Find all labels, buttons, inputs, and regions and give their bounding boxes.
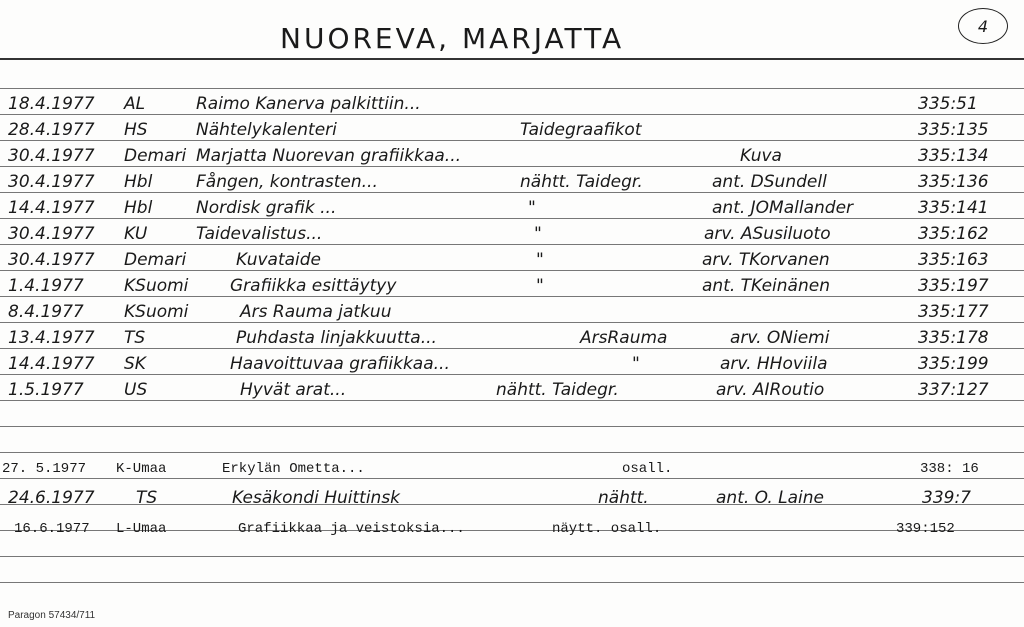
entry-note: " [536,276,544,296]
entry-row [0,117,1024,143]
entry-title: Taidevalistus... [196,224,323,244]
entry-title: Grafiikka esittäytyy [230,276,397,296]
entry-source: Hbl [124,198,153,218]
entry-note: " [632,354,640,374]
card-number: 4 [958,8,1008,44]
entry-date: 14.4.1977 [8,198,95,218]
entry-date: 30.4.1977 [8,250,95,270]
entry-author: ant. DSundell [712,172,827,192]
entry-title: Nähtelykalenteri [196,120,337,140]
entry-source: KSuomi [124,302,189,322]
entry-row [0,273,1024,299]
entry-source: KU [124,224,148,244]
entry-title: Kesäkondi Huittinsk [232,488,401,508]
entry-title: Fången, kontrasten... [196,172,378,192]
entry-source: HS [124,120,148,140]
entry-title: Hyvät arat... [240,380,347,400]
entry-date: 27. 5.1977 [2,461,87,477]
entry-note: osall. [622,461,673,477]
title-underline [0,58,1024,60]
entry-date: 1.4.1977 [8,276,84,296]
entry-author: arv. ASusiluoto [704,224,831,244]
entry-title: Grafiikkaa ja veistoksia... [238,521,465,537]
entry-row [0,325,1024,351]
card-footer: Paragon 57434/711 [8,610,96,621]
entry-date: 16.6.1977 [14,521,90,537]
entry-date: 8.4.1977 [8,302,84,322]
entry-row [0,221,1024,247]
entry-source: TS [136,488,158,508]
entry-row [0,247,1024,273]
entry-source: AL [124,94,146,114]
entry-reference: 335:163 [918,250,989,270]
entry-title: Puhdasta linjakkuutta... [236,328,437,348]
entry-title: Kuvataide [236,250,321,270]
entry-note: näytt. osall. [552,521,662,537]
entry-source: L-Umaa [116,521,167,537]
entry-title: Raimo Kanerva palkittiin... [196,94,421,114]
entry-source: TS [124,328,146,348]
entry-title: Nordisk grafik ... [196,198,337,218]
ruling-line [0,88,1024,89]
entry-note: ArsRauma [580,328,668,348]
entry-reference: 335:134 [918,146,989,166]
entry-row [0,351,1024,377]
card-title: NUOREVA, MARJATTA [280,22,625,55]
entry-reference: 335:141 [918,198,989,218]
ruling-line [0,452,1024,453]
entry-row [0,195,1024,221]
entry-reference: 339:7 [922,488,971,508]
entry-row [0,143,1024,169]
entry-date: 30.4.1977 [8,146,95,166]
entry-author: arv. AIRoutio [716,380,825,400]
entry-note: " [536,250,544,270]
entry-date: 28.4.1977 [8,120,95,140]
entry-note: " [528,198,536,218]
entry-source: KSuomi [124,276,189,296]
entry-row [0,91,1024,117]
entry-reference: 335:135 [918,120,989,140]
entry-title: Erkylän Ometta... [222,461,365,477]
entry-reference: 335:197 [918,276,989,296]
entry-date: 30.4.1977 [8,224,95,244]
entry-row [0,377,1024,403]
entry-reference: 335:136 [918,172,989,192]
entry-author: ant. TKeinänen [702,276,830,296]
entry-title: Marjatta Nuorevan grafiikkaa... [196,146,462,166]
entry-date: 1.5.1977 [8,380,84,400]
entry-source: K-Umaa [116,461,167,477]
entry-reference: 335:199 [918,354,989,374]
entry-title: Haavoittuvaa grafiikkaa... [230,354,450,374]
entry-note: nähtt. [598,488,649,508]
entry-date: 30.4.1977 [8,172,95,192]
entry-author: ant. JOMallander [712,198,854,218]
entry-row [0,516,1024,542]
entry-date: 24.6.1977 [8,488,95,508]
entry-note: " [534,224,542,244]
ruling-line [0,556,1024,557]
entry-row [0,169,1024,195]
entry-reference: 335:178 [918,328,989,348]
entry-note: Taidegraafikot [520,120,642,140]
entry-note: nähtt. Taidegr. [496,380,619,400]
entry-source: US [124,380,148,400]
entry-author: arv. ONiemi [730,328,830,348]
ruling-line [0,426,1024,427]
entry-author: arv. HHoviila [720,354,828,374]
entry-source: SK [124,354,146,374]
entry-date: 13.4.1977 [8,328,95,348]
entry-title: Ars Rauma jatkuu [240,302,392,322]
ruling-line [0,582,1024,583]
entry-reference: 335:51 [918,94,978,114]
entry-reference: 335:162 [918,224,989,244]
entry-author: arv. TKorvanen [702,250,830,270]
entry-row [0,485,1024,511]
entry-reference: 337:127 [918,380,989,400]
entry-row [0,456,1024,482]
entry-source: Hbl [124,172,153,192]
entry-date: 14.4.1977 [8,354,95,374]
entry-reference: 338: 16 [920,461,979,477]
entry-reference: 339:152 [896,521,955,537]
entry-note: nähtt. Taidegr. [520,172,643,192]
entry-reference: 335:177 [918,302,989,322]
entry-author: ant. O. Laine [716,488,825,508]
entry-date: 18.4.1977 [8,94,95,114]
entry-row [0,299,1024,325]
entry-source: Demari [124,250,187,270]
entry-note: Kuva [740,146,782,166]
entry-source: Demari [124,146,187,166]
